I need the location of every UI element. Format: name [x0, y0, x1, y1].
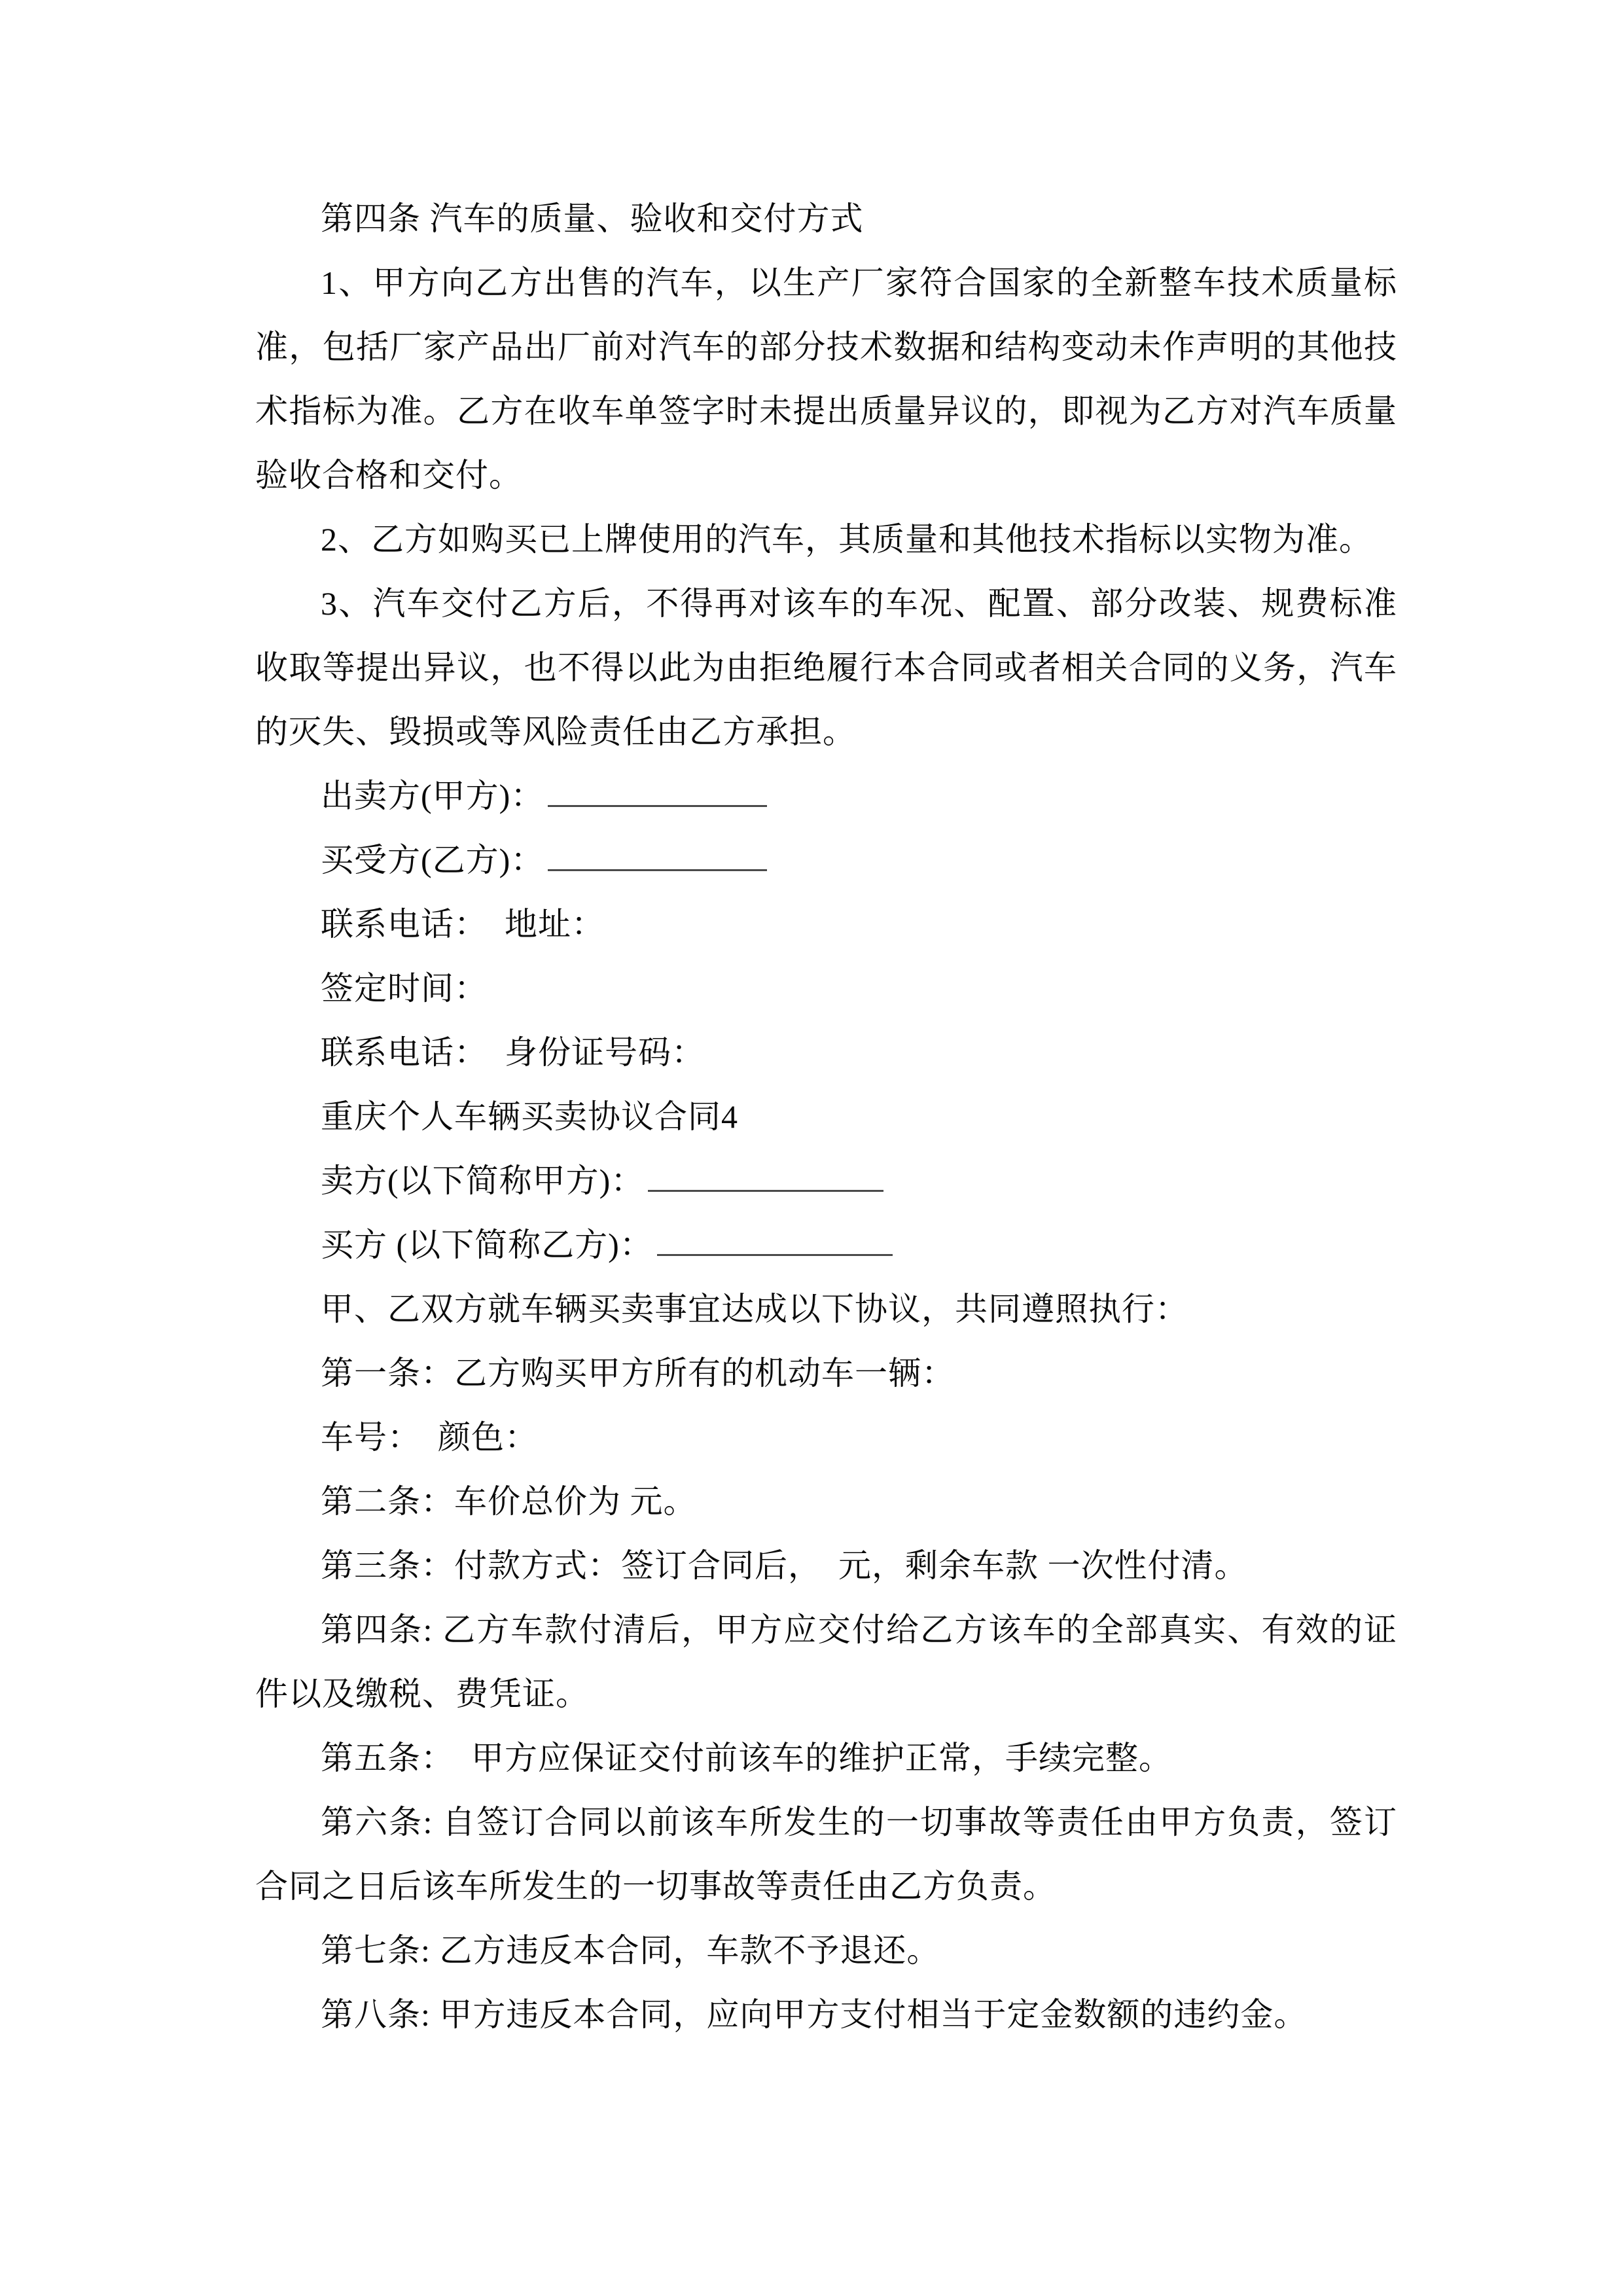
paragraph-text: 3、汽车交付乙方后，不得再对该车的车况、配置、部分改装、规费标准收取等提出异议，也不得以此为由拒绝履行本合同或者相关合同的义务，汽车的灭失、毁损或等风险责任由乙方承担。	[255, 585, 1397, 750]
paragraph-text: 第五条： 甲方应保证交付前该车的维护正常，手续完整。	[321, 1740, 1172, 1776]
paragraph	[255, 1469, 1397, 1534]
paragraph	[255, 1149, 1397, 1213]
paragraph-text: 第三条：付款方式：签订合同后， 元，剩余车款 一次性付清。	[321, 1547, 1248, 1584]
paragraph	[255, 1213, 1397, 1277]
paragraph-text: 出卖方(甲方)：	[321, 778, 544, 814]
fill-in-blank-line	[548, 798, 767, 807]
paragraph	[255, 1020, 1397, 1085]
paragraph-text: 第八条: 甲方违反本合同，应向甲方支付相当于定金数额的违约金。	[321, 1996, 1308, 2033]
paragraph	[255, 1918, 1397, 1982]
paragraph-text: 车号： 颜色：	[321, 1419, 538, 1456]
paragraph	[255, 1982, 1397, 2047]
paragraph-text: 重庆个人车辆买卖协议合同4	[321, 1098, 738, 1135]
paragraph	[255, 1405, 1397, 1469]
paragraph	[255, 1534, 1397, 1598]
paragraph	[255, 1085, 1397, 1149]
paragraph	[255, 1598, 1397, 1726]
paragraph-text: 2、乙方如购买已上牌使用的汽车，其质量和其他技术指标以实物为准。	[321, 521, 1372, 558]
paragraph	[255, 892, 1397, 956]
paragraph-text: 买方 (以下简称乙方)：	[321, 1227, 653, 1263]
paragraph-text: 第一条：乙方购买甲方所有的机动车一辆：	[321, 1355, 955, 1391]
paragraph	[255, 1790, 1397, 1918]
paragraph	[255, 828, 1397, 892]
paragraph-text: 1、甲方向乙方出售的汽车，以生产厂家符合国家的全新整车技术质量标准，包括厂家产品出厂前对汽车的部分技术数据和结构变动未作声明的其他技术指标为准。乙方在收车单签字时未提出质量异议的，即视为乙方对汽车质量验收合格和交付。	[255, 264, 1397, 493]
document-content	[255, 187, 1397, 2047]
paragraph-text: 联系电话： 身份证号码：	[321, 1034, 705, 1071]
paragraph-text: 第六条: 自签订合同以前该车所发生的一切事故等责任由甲方负责，签订合同之日后该车所发生的一切事故等责任由乙方负责。	[255, 1804, 1397, 1905]
paragraph	[255, 1277, 1397, 1341]
paragraph	[255, 251, 1397, 507]
paragraph	[255, 956, 1397, 1020]
paragraph	[255, 1341, 1397, 1405]
paragraph-text: 卖方(以下简称甲方)：	[321, 1162, 645, 1199]
paragraph-text: 签定时间：	[321, 970, 488, 1007]
paragraph-text: 第四条: 乙方车款付清后，甲方应交付给乙方该车的全部真实、有效的证件以及缴税、费凭证。	[255, 1611, 1397, 1712]
fill-in-blank-line	[657, 1247, 893, 1256]
paragraph	[255, 187, 1397, 251]
paragraph	[255, 1726, 1397, 1790]
paragraph-text: 第二条：车价总价为 元。	[321, 1483, 697, 1520]
fill-in-blank-line	[548, 863, 767, 871]
paragraph-text: 甲、乙双方就车辆买卖事宜达成以下协议，共同遵照执行：	[321, 1291, 1188, 1327]
paragraph	[255, 764, 1397, 828]
paragraph-text: 联系电话： 地址：	[321, 906, 605, 942]
paragraph	[255, 507, 1397, 571]
paragraph-text: 第四条 汽车的质量、验收和交付方式	[321, 200, 864, 237]
paragraph-text: 买受方(乙方)：	[321, 842, 544, 878]
paragraph-text: 第七条: 乙方违反本合同，车款不予退还。	[321, 1932, 940, 1969]
paragraph	[255, 571, 1397, 764]
fill-in-blank-line	[648, 1183, 883, 1192]
